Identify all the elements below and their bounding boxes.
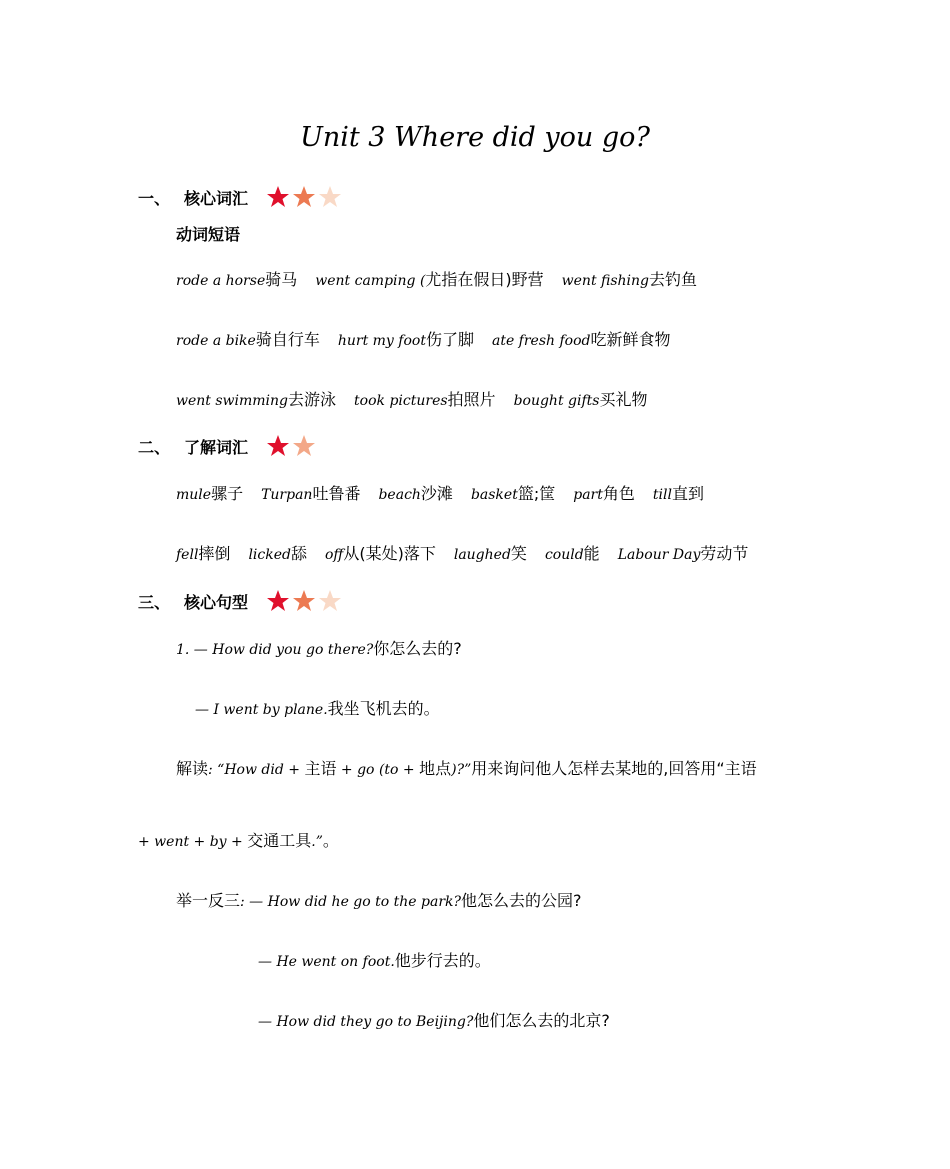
sentence-en: — I went by plane. [195,702,328,718]
vocab-en: bought gifts [513,393,600,409]
sentence-zh: 我坐飞机去的。 [327,699,440,718]
vocab-en: could [544,547,584,563]
section-label: 核心词汇 [184,188,249,208]
sentence-en: : — How did he go to the park? [240,894,462,910]
vocab-zh: 吃新鲜食物 [590,330,671,349]
difficulty-stars [266,589,344,613]
section-label: 了解词汇 [184,437,249,457]
example-line [176,888,582,911]
section-heading-sentences [138,589,344,613]
vocab-en: licked [248,547,291,563]
section-heading-extra-vocab [138,434,318,458]
explanation-text: 用来询问他人怎样去某地的,回答用“主语 [471,759,757,778]
explanation-text: + went + by + [138,834,248,850]
sentence-en: — How did they go to Beijing? [258,1014,474,1030]
sentence-question [176,636,462,659]
vocab-en: hurt my foot [337,333,426,349]
section-number: 二、 [138,437,171,457]
sentence-en: 1. — How did you go there? [176,642,374,658]
star-icon [292,434,316,458]
vocab-zh: 舔 [290,544,307,563]
vocab-en: part [573,487,603,503]
difficulty-stars [266,434,318,458]
star-icon [266,185,290,209]
vocab-zh: 骡子 [211,484,244,503]
vocab-zh: 吐鲁番 [312,484,361,503]
explanation-text: + go (to + [336,762,420,778]
page-title: Unit 3 Where did you go? [300,122,650,153]
vocab-zh: 骑自行车 [255,330,320,349]
vocab-zh: 拍照片 [447,390,496,409]
vocab-line [176,267,697,290]
subheading: 动词短语 [176,225,241,244]
vocab-line [176,541,748,564]
vocab-line [176,481,704,504]
star-icon [318,589,342,613]
vocab-zh: 伤了脚 [425,330,474,349]
vocab-en: went swimming [176,393,289,409]
vocab-en: off [324,547,344,563]
vocab-zh: 去游泳 [288,390,337,409]
example-label: 举一反三 [176,891,241,910]
explanation-text: 交通工具 [247,831,312,850]
explanation-text: 。 [322,831,339,850]
explanation-text: 主语 [304,759,337,778]
vocab-zh: 劳动节 [700,544,749,563]
vocab-en: till [652,487,672,503]
vocab-zh: 尤指在假日)野营 [425,270,544,289]
explanation-text: : “How did + [208,762,305,778]
vocab-en: ate fresh food [491,333,591,349]
star-icon [292,589,316,613]
star-icon [318,185,342,209]
sentence-zh: 他步行去的。 [394,951,491,970]
explanation-text: )?” [451,762,472,778]
vocab-zh: 骑马 [265,270,298,289]
sentence-zh: 他怎么去的公园? [461,891,582,910]
vocab-en: mule [176,487,212,503]
explanation-line-2 [138,828,339,851]
star-icon [266,434,290,458]
vocab-en: rode a horse [176,273,266,289]
sentence-zh: 他们怎么去的北京? [473,1011,610,1030]
explanation-text: .” [311,834,323,850]
vocab-zh: 篮;筐 [517,484,556,503]
vocab-line [176,387,647,410]
vocab-en: laughed [453,547,511,563]
explanation-label: 解读 [176,759,209,778]
section-number: 一、 [138,188,171,208]
vocab-en: took pictures [354,393,448,409]
star-icon [266,589,290,613]
difficulty-stars [266,185,344,209]
sentence-en: — He went on foot. [258,954,395,970]
sentence-zh: 你怎么去的? [373,639,462,658]
sentence-answer [195,696,440,719]
vocab-en: basket [470,487,518,503]
vocab-en: beach [378,487,421,503]
vocab-en: went fishing [561,273,650,289]
vocab-line [176,327,671,350]
vocab-en: Labour Day [617,547,701,563]
section-heading-core-vocab [138,185,344,209]
section-number: 三、 [138,592,171,612]
star-icon [292,185,316,209]
vocab-en: rode a bike [176,333,256,349]
vocab-zh: 沙滩 [420,484,453,503]
vocab-zh: 笑 [510,544,527,563]
vocab-zh: 直到 [671,484,704,503]
vocab-zh: 角色 [602,484,635,503]
explanation-line [176,756,757,779]
explanation-text: 地点 [419,759,452,778]
example-line [258,948,491,971]
section-label: 核心句型 [184,592,249,612]
vocab-zh: 摔倒 [198,544,231,563]
vocab-en: Turpan [261,487,313,503]
vocab-en: went camping ( [315,273,426,289]
example-line [258,1008,610,1031]
vocab-zh: 买礼物 [599,390,648,409]
vocab-en: fell [176,547,199,563]
vocab-zh: 从(某处)落下 [343,544,436,563]
vocab-zh: 去钓鱼 [649,270,698,289]
vocab-zh: 能 [583,544,600,563]
